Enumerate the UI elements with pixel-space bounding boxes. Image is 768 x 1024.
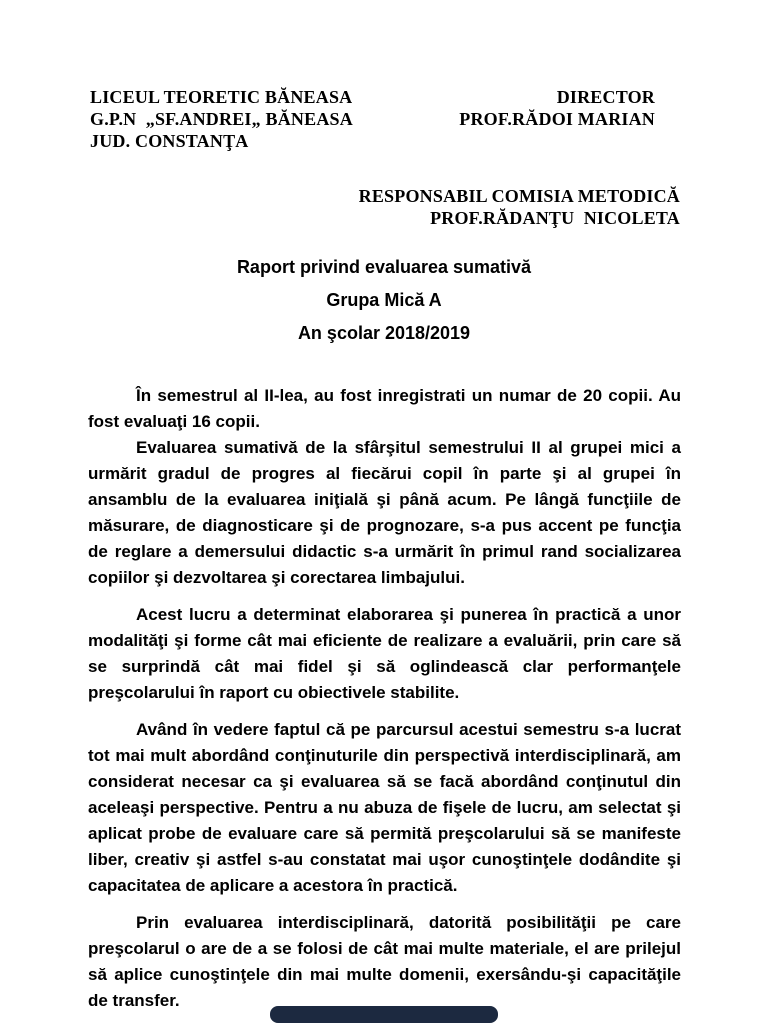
director-block (459, 86, 655, 152)
institution-county: JUD. CONSTANŢA (90, 131, 249, 151)
paragraph: Acest lucru a determinat elaborarea şi punerea în practică a unor modalităţi şi forme cât mai eficiente de realizare a evaluării, prin care să se surprindă cât mai fidel şi să oglindească clar performanţele preşcolarului în raport cu obiectivele stabilite. (88, 605, 681, 702)
director-title: DIRECTOR (556, 87, 655, 107)
institution-name: LICEUL TEORETIC BĂNEASA (90, 87, 353, 107)
paragraph: În semestrul al II-lea, au fost inregistrati un numar de 20 copii. Au fost evaluaţi 16 copii. (88, 386, 681, 431)
institution-block (90, 86, 353, 152)
paragraph: Având în vedere faptul că pe parcursul acestui semestru s-a lucrat tot mai mult abordând conţinuturile din perspectivă interdisciplinară, am considerat necesar ca şi evaluarea să se facă abordând conţinutul din aceleaşi perspective. Pentru a nu abuza de fişele de lucru, am selectat şi aplicat probe de evaluare care să permită preşcolarului să se manifeste liber, creativ şi astfel s-au constatat mai uşor cunoştinţele dodândite şi capacitatea de aplicare a acestora în practică. (88, 720, 681, 895)
institution-unit: G.P.N „SF.ANDREI„ BĂNEASA (90, 109, 353, 129)
report-title: Raport privind evaluarea sumativă (236, 257, 532, 277)
group-title: Grupa Mică A (326, 290, 442, 310)
report-body (88, 383, 681, 1014)
paragraph: Prin evaluarea interdisciplinară, datorită posibilităţii pe care preşcolarul o are de a se folosi de cât mai multe materiale, el are prilejul să aplice cunoştinţele din mai multe domenii, exersându-şi capacităţile de transfer. (88, 913, 681, 1010)
responsible-name: PROF.RĂDANŢU NICOLETA (430, 208, 680, 228)
title-block (0, 257, 768, 343)
paragraph: Evaluarea sumativă de la sfârşitul semestrului II al grupei mici a urmărit gradul de progres al fiecărui copil în parte şi al grupei în ansamblu de la evaluarea iniţială şi până acum. Pe lângă funcţiile de măsurare, de diagnosticare şi de prognozare, s-a pus accent pe funcţia de reglare a demersului didactic s-a urmărit în primul rand socializarea copiilor şi dezvoltarea şi corectarea limbajului. (88, 438, 681, 587)
document-header (0, 0, 768, 152)
director-name: PROF.RĂDOI MARIAN (459, 109, 655, 129)
bottom-handle-pill (270, 1006, 498, 1023)
school-year-title: An şcolar 2018/2019 (297, 323, 471, 343)
responsible-block (88, 185, 680, 229)
responsible-title: RESPONSABIL COMISIA METODICĂ (358, 186, 680, 206)
